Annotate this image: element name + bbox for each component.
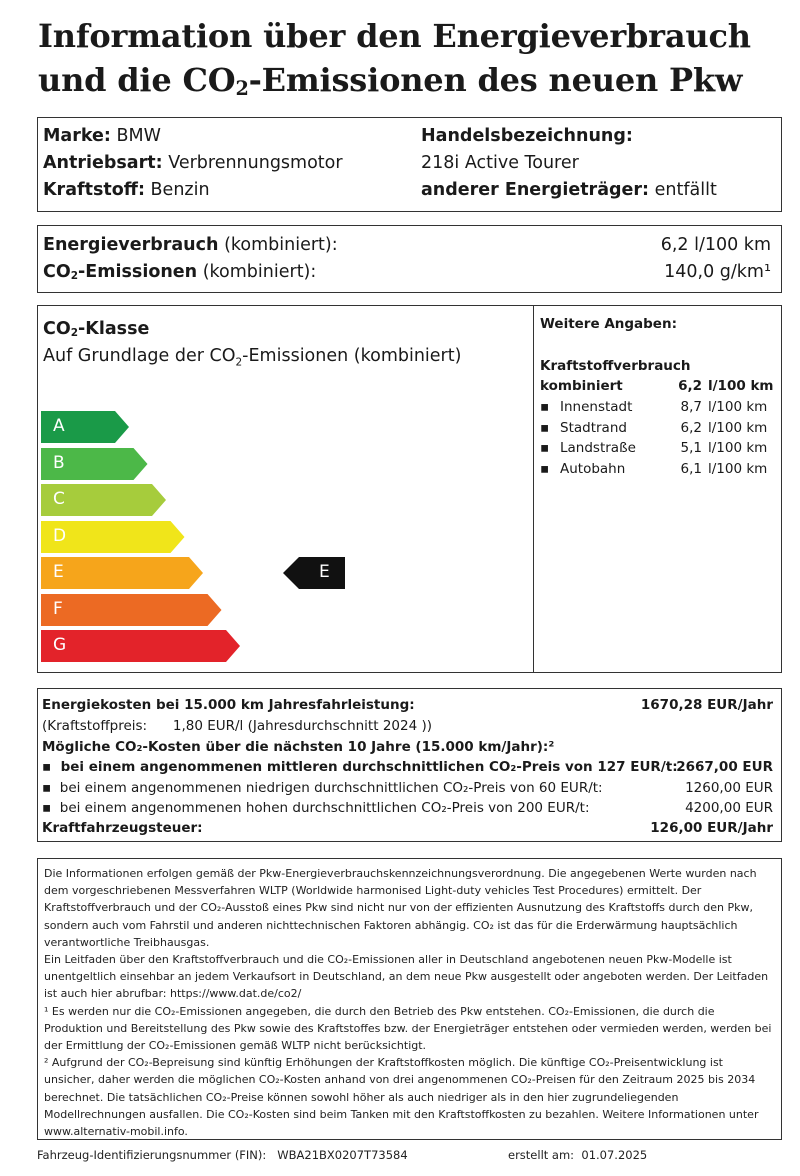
mid-price-value: 2667,00 EUR [676, 759, 773, 775]
vehicle-tax-label: Kraftfahrzeugsteuer: [42, 820, 203, 836]
co2-emissions-value: 140,0 g/km¹ [664, 262, 771, 282]
class-arrow-shape [41, 630, 240, 662]
costs-box [37, 688, 782, 842]
class-arrow-shape [41, 557, 203, 589]
other-energy-row: anderer Energieträger: entfällt [421, 180, 717, 200]
brand-row: Marke: BMW [43, 126, 161, 146]
consumption-item-label: Stadtrand [560, 419, 627, 436]
bullet: ▪ [540, 399, 550, 415]
further-heading: Weitere Angaben: [540, 316, 677, 332]
co2-class-heading: $CO_2$-Klasse [43, 319, 150, 340]
co2-costs-heading: Mögliche CO₂-Kosten über die nächsten 10 Jahre (15.000 km/Jahr):² [42, 739, 555, 755]
class-arrow-shape [41, 594, 222, 626]
class-letter: F [53, 598, 63, 619]
footnote-2: ² Aufgrund der CO₂-Bepreisung sind künftig Erhöhungen der Kraftstoffkosten möglich. Die künftige CO₂-Preisentwicklung ist unsicher, daher werden die möglichen CO₂-Kosten anhand von drei angenommenen CO₂-Preisen für den Zeitraum 2025 bis 2034 berechnet. Die tatsächlichen CO₂-Preise können sowohl höher als auch niedriger als in den hier zugrundeliegenden Modellrechnungen ausfallen. Die CO₂-Kosten sind beim Tanken mit den Kraftstoffkosten zu bezahlen. Weitere Informationen unter www.alternativ-mobil.info. [44, 1056, 759, 1139]
consumption-item-label: Landstraße [560, 440, 636, 456]
vehicle-tax-value: 126,00 EUR/Jahr [650, 820, 773, 836]
co2-class-b-bar [41, 448, 148, 480]
energy-consumption-value: 6,2 l/100 km [660, 235, 771, 255]
class-letter: C [53, 489, 65, 509]
footnote-1: ¹ Es werden nur die CO₂-Emissionen angegeben, die durch den Betrieb des Pkw entstehen. CO₂-Emissionen, die durch die Produktion und Bereitstellung des Pkw sowie des Kraftstoffes bzw. der Energieträger entstehen oder vermieden werden, werden bei der Ermittlung der CO₂-Emissionen gemäß WLTP nicht berücksichtigt. [44, 1004, 772, 1053]
class-letter: E [53, 562, 64, 582]
vehicle-info-box [37, 117, 782, 212]
co2-class-g-bar [41, 630, 240, 662]
co2-class-box [37, 305, 782, 673]
low-price-row: ▪ bei einem angenommenen niedrigen durchschnittlichen CO₂-Preis von 60 EUR/t: [42, 780, 603, 796]
co2-class-a-bar [41, 411, 129, 443]
bullet: ▪ [42, 759, 52, 775]
bullet: ▪ [540, 419, 550, 436]
fuel-consumption-heading: Kraftstoffverbrauch [540, 358, 691, 374]
info-text-box [37, 858, 782, 1140]
co2-class-subheading: Auf Grundlage der $CO_2$-Emissionen (kombiniert) [43, 346, 462, 369]
co2-emissions-label: $CO_2$-Emissionen (kombiniert): [43, 262, 317, 283]
co2-class-d-bar [41, 521, 185, 553]
class-letter: A [53, 416, 65, 436]
info-paragraph-2: Ein Leitfaden über den Kraftstoffverbrauch und die CO₂-Emissionen aller in Deutschland angebotenen neuen Pkw-Modelle ist unentgeltlich einsehbar an jedem Verkaufsort in Deutschland, an dem neue Pkw ausgestellt oder angeboten werden. Der Leitfaden ist auch hier abrufbar: https://www.dat.de/co2/ [44, 953, 769, 1001]
current-class-letter: E [319, 562, 330, 582]
bullet: ▪ [42, 780, 52, 796]
class-letter: B [53, 452, 65, 473]
energy-costs-label: Energiekosten bei 15.000 km Jahresfahrleistung: [42, 697, 415, 713]
consumption-item-value: 6,1 [680, 460, 702, 477]
page-title [38, 14, 778, 107]
high-price-value: 4200,00 EUR [685, 800, 773, 816]
title-line-1: Information über den Energieverbrauch [38, 17, 751, 55]
trade-label: Handelsbezeichnung: [421, 126, 633, 146]
mid-price-row: ▪ bei einem angenommenen mittleren durchschnittlichen CO₂-Preis von 127 EUR/t: [42, 759, 678, 775]
combined-label: kombiniert [540, 378, 623, 394]
consumption-item-unit: l/100 km [708, 419, 768, 436]
combined-unit: l/100 km [708, 378, 774, 394]
consumption-item-label: Innenstadt [560, 399, 633, 415]
energy-costs-value: 1670,28 EUR/Jahr [640, 697, 773, 713]
consumption-item-label: Autobahn [560, 460, 626, 477]
divider [533, 306, 534, 672]
high-price-row: ▪ bei einem angenommenen hohen durchschnittlichen CO₂-Preis von 200 EUR/t: [42, 800, 590, 816]
info-paragraph-1: Die Informationen erfolgen gemäß der Pkw-Energieverbrauchskennzeichnungsverordnung. Die angegebenen Werte wurden nach dem vorgeschriebenen Messverfahren WLTP (Worldwide harmonised Light-duty vehicles Test Procedures) ermittelt. Der Kraftstoffverbrauch und der CO₂-Ausstoß eines Pkw sind nicht nur von der effizienten Ausnutzung des Kraftstoffs durch den Pkw, sondern auch vom Fahrstil und anderen nichttechnischen Faktoren abhängig. CO₂ ist das für die Erderwärmung hauptsächlich verantwortliche Treibhausgas. [44, 867, 757, 949]
co2-class-c-bar [41, 484, 166, 516]
consumption-box [37, 225, 782, 293]
fuel-price-row: (Kraftstoffpreis: 1,80 EUR/l (Jahresdurchschnitt 2024 )) [42, 718, 432, 734]
co2-class-e-bar [41, 557, 203, 589]
fin-row: Fahrzeug-Identifizierungsnummer (FIN): WBA21BX0207T73584 [37, 1148, 408, 1162]
low-price-value: 1260,00 EUR [685, 780, 773, 796]
consumption-item-unit: l/100 km [708, 440, 768, 456]
energy-consumption-label: Energieverbrauch (kombiniert): [43, 235, 338, 255]
trade-value: 218i Active Tourer [421, 153, 579, 173]
bullet: ▪ [540, 440, 550, 456]
consumption-item-value: 5,1 [680, 440, 702, 456]
co2-class-f-bar [41, 594, 222, 626]
consumption-item-unit: l/100 km [708, 460, 768, 477]
consumption-item-value: 8,7 [680, 399, 702, 415]
class-letter: D [53, 525, 67, 546]
created-date-row: erstellt am: 01.07.2025 [508, 1148, 648, 1162]
indicator-arrow-icon [283, 557, 345, 589]
consumption-item-value: 6,2 [680, 419, 702, 436]
combined-value: 6,2 [678, 378, 702, 394]
fuel-row: Kraftstoff: Benzin [43, 180, 210, 200]
bullet: ▪ [42, 800, 52, 816]
class-letter: G [53, 635, 67, 655]
title-line-2: und die $CO_2$-Emissionen des neuen Pkw [38, 61, 743, 100]
drive-row: Antriebsart: Verbrennungsmotor [43, 153, 343, 173]
current-class-indicator [283, 557, 345, 589]
consumption-item-unit: l/100 km [708, 399, 768, 415]
bullet: ▪ [540, 460, 550, 477]
